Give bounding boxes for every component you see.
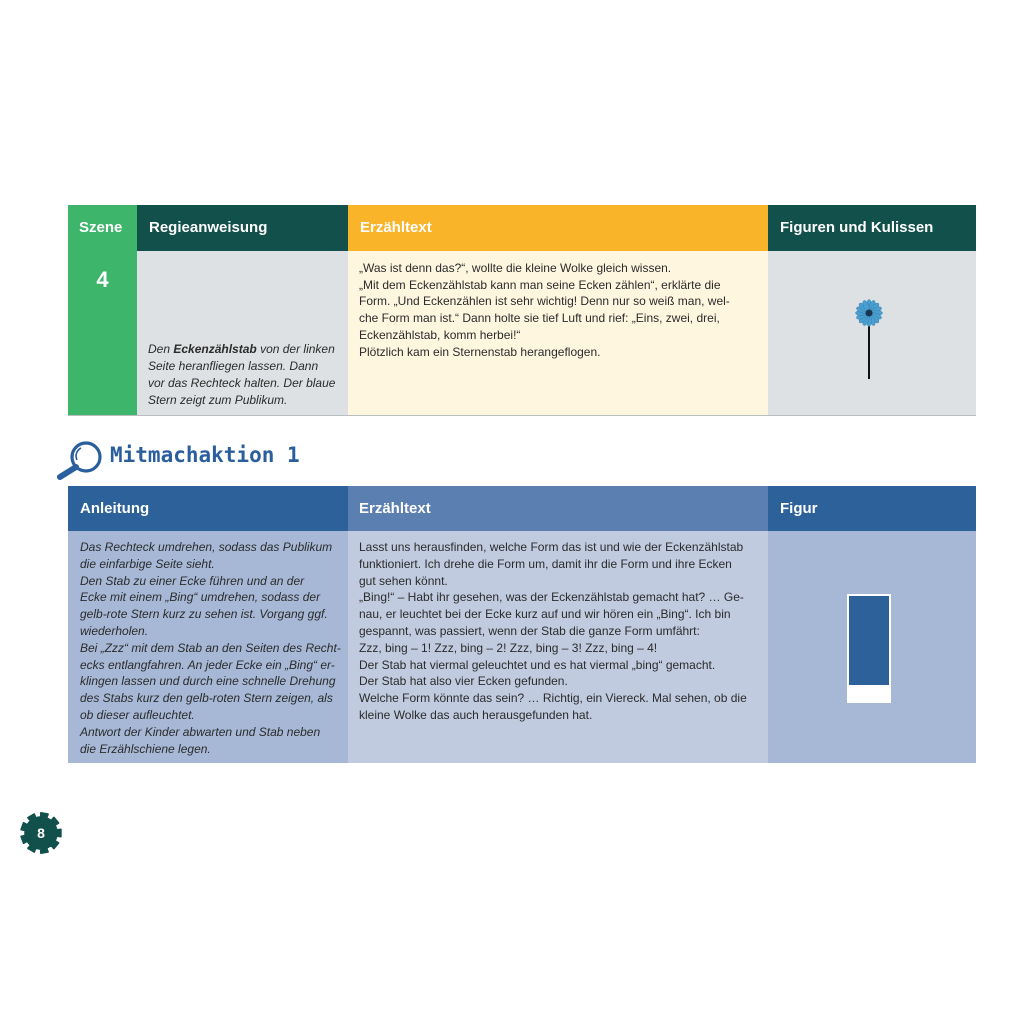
anleitung-line: gelb-rote Stern kurz zu sehen ist. Vorgang ggf.: [80, 607, 328, 622]
regie-cell: [137, 251, 348, 415]
anleitung-line: wiederholen.: [80, 623, 149, 638]
anleitung-line: Den Stab zu einer Ecke führen und an der: [80, 573, 305, 588]
header-figur: Figur: [768, 486, 976, 531]
eckenzaehlstab-bold: Eckenzählstab: [173, 342, 257, 356]
erzaehltext-line: Zzz, bing – 1! Zzz, bing – 2! Zzz, bing – 3! Zzz, bing – 4!: [359, 640, 658, 655]
anleitung-line: ob dieser aufleuchtet.: [80, 707, 195, 722]
erzaehltext-line: „Was ist denn das?“, wollte die kleine Wolke gleich wissen.: [359, 261, 672, 275]
mitmachaktion-title: Mitmachaktion 1: [110, 443, 300, 467]
star-wand-figure: [768, 251, 976, 415]
page-number: 8: [37, 825, 45, 841]
header-regieanweisung: Regieanweisung: [137, 205, 348, 251]
regie-line: vor das Rechteck halten. Der blaue: [148, 376, 336, 390]
anleitung-line: die Erzählschiene legen.: [80, 741, 211, 756]
erzaehltext-2: [359, 539, 760, 724]
header-erzaehltext-2: Erzähltext: [348, 486, 768, 531]
erzaehltext-line: „Mit dem Eckenzählstab kann man seine Ecken zählen“, erklärte die: [359, 277, 721, 292]
scene-table: [68, 205, 976, 416]
anleitung-line: des Stabs kurz den gelb-roten Stern zeigen, als: [80, 691, 333, 706]
header-erzaehltext: Erzähltext: [348, 205, 768, 251]
erzaehltext-line: Der Stab hat viermal geleuchtet und es hat viermal „bing“ gemacht.: [359, 657, 716, 672]
anleitung-line: Antwort der Kinder abwarten und Stab neben: [80, 724, 321, 739]
erzaehltext-line: gut sehen könnt.: [359, 573, 448, 588]
erzaehltext-line: Plötzlich kam ein Sternenstab herangeflogen.: [359, 344, 601, 359]
figur-cell: [768, 531, 976, 763]
figuren-cell: [768, 251, 976, 415]
erzaehltext-line: gespannt, was passiert, wenn der Stab die ganze Form umfährt:: [359, 623, 700, 638]
blue-star-icon: [856, 300, 883, 327]
rectangle-figure: [768, 531, 976, 763]
anleitung-line: Ecke mit einem „Bing“ umdrehen, sodass der: [80, 590, 321, 605]
anleitung-line: ecks entlangfahren. An jeder Ecke ein „Bing“ er-: [80, 657, 335, 672]
erzaehltext-line: funktioniert. Ich drehe die Form um, damit ihr die Form und ihre Ecken: [359, 556, 732, 571]
header-figuren-und-kulissen: Figuren und Kulissen: [768, 205, 976, 251]
header-anleitung: Anleitung: [68, 486, 348, 531]
anleitung-text: [80, 539, 340, 757]
scene-number: 4: [68, 251, 137, 415]
erzaehltext-cell-2: [348, 531, 768, 763]
erzaehltext-line: Eckenzählstab, komm herbei!“: [359, 327, 521, 342]
erzaehltext-line: Form. „Und Eckenzählen ist sehr wichtig! Denn nur so weiß man, wel-: [359, 294, 730, 309]
erzaehltext-line: „Bing!“ – Habt ihr gesehen, was der Eckenzählstab gemacht hat? … Ge-: [359, 590, 744, 605]
anleitung-cell: [68, 531, 348, 763]
anleitung-line: Das Rechteck umdrehen, sodass das Publikum: [80, 540, 333, 554]
erzaehltext-line: Lasst uns herausfinden, welche Form das ist und wie der Eckenzählstab: [359, 540, 744, 554]
erzaehltext-line: nau, er leuchtet bei der Ecke kurz auf und wir hören ein „Bing“. Ich bin: [359, 607, 731, 622]
magnifier-icon: [55, 440, 105, 480]
regie-line: Seite heranfliegen lassen. Dann: [148, 359, 319, 373]
anleitung-line: Bei „Zzz“ mit dem Stab an den Seiten des Recht-: [80, 640, 341, 655]
anleitung-line: die einfarbige Seite sieht.: [80, 556, 215, 571]
erzaehltext: [359, 260, 758, 360]
erzaehltext-line: che Form man ist.“ Dann holte sie tief Luft und rief: „Eins, zwei, drei,: [359, 311, 720, 326]
header-szene: Szene: [68, 205, 137, 251]
erzaehltext-line: kleine Wolke das auch herausgefunden hat.: [359, 707, 593, 722]
regie-line: Stern zeigt zum Publikum.: [148, 393, 288, 407]
mitmach-table: [68, 486, 976, 763]
regie-text: [148, 341, 335, 409]
regie-line: Den Eckenzählstab von der linken: [148, 342, 335, 356]
page-number-badge: [20, 812, 62, 854]
erzaehltext-line: Welche Form könnte das sein? … Richtig, ein Viereck. Mal sehen, ob die: [359, 691, 747, 706]
erzaehltext-line: Der Stab hat also vier Ecken gefunden.: [359, 674, 568, 689]
anleitung-line: klingen lassen und durch eine schnelle Drehung: [80, 674, 336, 689]
erzaehltext-cell: [348, 251, 768, 415]
